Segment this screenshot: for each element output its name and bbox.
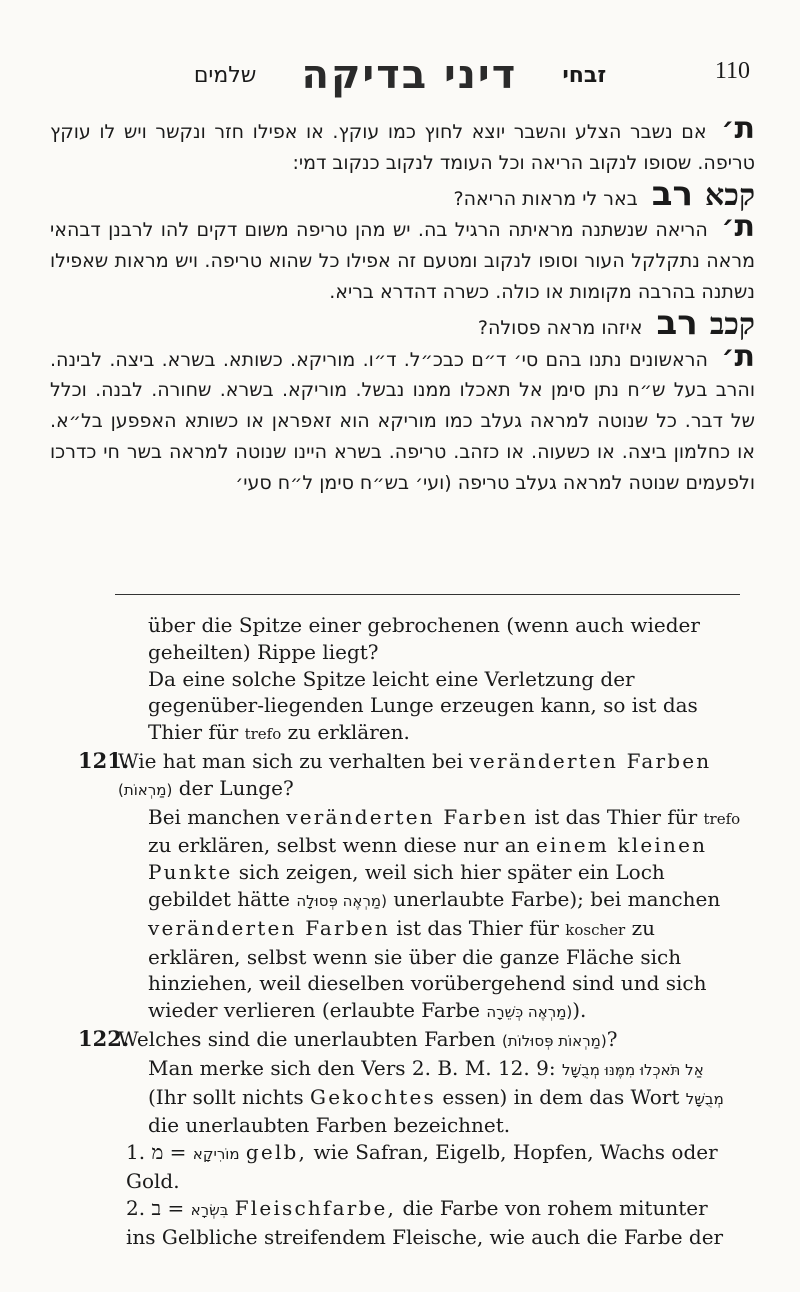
question-number-122: קכב — [709, 306, 755, 342]
german-paragraph-2 — [118, 666, 743, 748]
a121-hebrew-term: (מַרְאֶה פְּסוּלָה — [296, 891, 387, 910]
a121-text: zu erklären, selbst wenn sie über die ganze Fläche sich hinziehen, weil dieselben vorübergehend sind und sich wieder verlieren (erlaubte Farbe — [148, 915, 707, 1023]
answer-marker: ת׳ — [721, 338, 755, 374]
german-question-122 — [78, 1025, 743, 1055]
list-item-hebrew: בִּשְׂרָא — [190, 1200, 229, 1219]
running-title — [110, 52, 690, 98]
a121-text-end: ). — [572, 998, 587, 1023]
list-item — [118, 1195, 743, 1251]
q122-text-end: ? — [606, 1026, 618, 1051]
q122-text: Welches sind die unerlaubten Farben — [118, 1026, 496, 1051]
a122-text: essen) in dem das Wort — [442, 1084, 680, 1109]
trefo-term: trefo — [703, 809, 741, 828]
hebrew-text-block — [50, 111, 755, 499]
hebrew-answer-1-text: אם נשבר הצלע והשבר יוצא לחוץ כמו עוקץ. או אפילו חזר ונקשר ויש לו עוקץ טריפה. שסופו לנקוב הריאה וכל העומד לנקוב כנקוב דמי: — [50, 121, 755, 174]
q121-text: Wie hat man sich zu verhalten bei — [118, 748, 464, 773]
koscher-term: koscher — [565, 920, 626, 939]
question-number: 121. — [78, 747, 130, 773]
hebrew-answer-3-text: הראשונים נתנו בהם סי׳ ד״ם כבכ״ל. ד״ו. מוריקא. כשותא. בשרא. ביצה. לבינה. והרב בעל ש״ח נתן סימן אל תאכלו ממנו נבשל. מוריקא. בשרא. שחורה. לבנה. וכלל של דבר. כל שנוטה למראה געלב כמו מוריקא הוא זאפראן או כשותא האפפען בל״א. או כחלמון ביצה. או כשעוה. או כזהב. טריפה. בשרא היינו שנוטה למראה בשר חי כדרכו ולפעמים שנוטה למראה געלב טריפה (ועי׳ בש״ח סימן ל״ח סעי׳ — [50, 348, 755, 494]
q121-emphasis: veränderten Farben — [469, 748, 712, 773]
hebrew-answer-3 — [50, 338, 755, 499]
a122-hebrew-term: מְבֻשָּׁל — [685, 1089, 724, 1108]
hebrew-answer-2-text: הריאה שנשתנה מראיתה הרגיל בה. יש מהן טריפה משום דקים להו לרבנן דבהאי מראה נתקלקל העור וסופו לנקוב ומטעם זה אפילו כל שהוא טריפה. ויש מראות שאפילו נשתנה בהרבה מקומות או כולה. כשרה דהדרא בריא. — [50, 219, 755, 303]
answer-marker: ת׳ — [721, 209, 755, 245]
a122-emphasis: Gekochtes — [310, 1084, 437, 1109]
question-number: 122. — [78, 1025, 130, 1051]
a121-emphasis: veränderten Farben — [286, 804, 529, 829]
question-number-121: קכא — [705, 177, 755, 213]
hebrew-question-122 — [50, 302, 755, 344]
list-item-text: wie Safran, Eigelb, Hopfen, Wachs oder Gold. — [126, 1140, 718, 1193]
trefo-term: trefo — [244, 725, 282, 744]
a121-text: sich zeigen, weil sich hier später ein Loch gebildet hätte — [148, 860, 665, 911]
a121-emphasis: einem kleinen Punkte — [148, 833, 708, 885]
list-item-text: die Farbe von rohem mitunter ins Gelbliche streifendem Fleische, wie auch die Farbe der — [126, 1195, 724, 1249]
a122-text: Man merke sich den Vers 2. B. M. 12. 9: — [148, 1055, 556, 1080]
running-title-left: שלמים — [193, 62, 257, 88]
q122-hebrew-term: (מַרְאוֹת פְּסוּלוֹת) — [501, 1031, 607, 1050]
a122-text: die unerlaubten Farben bezeichnet. — [148, 1113, 511, 1138]
list-item-label: 1. מ = — [126, 1140, 187, 1165]
page-header — [110, 52, 750, 96]
german-question-121 — [78, 747, 743, 804]
rav-label: רב — [651, 173, 693, 214]
running-title-right: זבחי — [562, 62, 607, 88]
german-answer-122 — [118, 1055, 743, 1139]
hebrew-question-121 — [50, 173, 755, 215]
german-paragraph-1: über die Spitze einer gebrochenen (wenn auch wieder geheilten) Rippe liegt? — [148, 613, 700, 664]
a121-text: ist das Thier für — [534, 804, 698, 829]
section-divider — [115, 594, 740, 595]
a121-emphasis: veränderten Farben — [148, 915, 390, 940]
running-title-main: דיני בדיקה — [301, 52, 518, 98]
a121-text: Bei manchen — [148, 804, 280, 829]
list-item-label: 2. ב = — [126, 1195, 185, 1220]
list-item-emphasis: Fleischfarbe, — [234, 1195, 397, 1220]
german-answer-121 — [118, 804, 743, 1026]
a122-text: (Ihr sollt nichts — [148, 1084, 304, 1109]
a121-hebrew-term: (מַרְאֶה כְּשֵׁרָה — [486, 1003, 573, 1022]
a121-text: zu erklären, selbst wenn diese nur an — [148, 833, 530, 858]
a122-hebrew-verse: אַל תֹּאכְלוּ מִמֶּנּוּ מְבֻשָּׁל — [561, 1060, 704, 1079]
q121-hebrew-term: (מַרְאוֹת) — [118, 780, 173, 799]
page-number: 110 — [714, 58, 750, 84]
list-item-hebrew: מוֹרִיקָא — [192, 1145, 240, 1164]
hebrew-question-122-text: איזהו מראה פסולה? — [477, 316, 643, 339]
q121-text-end: der Lunge? — [178, 775, 294, 800]
hebrew-answer-2 — [50, 209, 755, 307]
list-item-emphasis: gelb, — [245, 1140, 308, 1165]
rav-label: רב — [656, 302, 698, 343]
a121-text: ist das Thier für — [396, 915, 559, 940]
list-item — [118, 1139, 743, 1195]
hebrew-answer-1 — [50, 111, 755, 179]
hebrew-question-121-text: באר לי מראות הריאה? — [453, 187, 638, 210]
german-text-block — [78, 612, 743, 1250]
answer-marker: ת׳ — [721, 111, 755, 146]
german-paragraph-2-end: zu erklären. — [287, 720, 410, 745]
a121-text: unerlaubte Farbe); bei manchen — [393, 886, 721, 911]
german-paragraph-2-text: Da eine solche Spitze leicht eine Verletzung der gegenüber-liegenden Lunge erzeugen kann, so ist das Thier für — [148, 666, 698, 745]
